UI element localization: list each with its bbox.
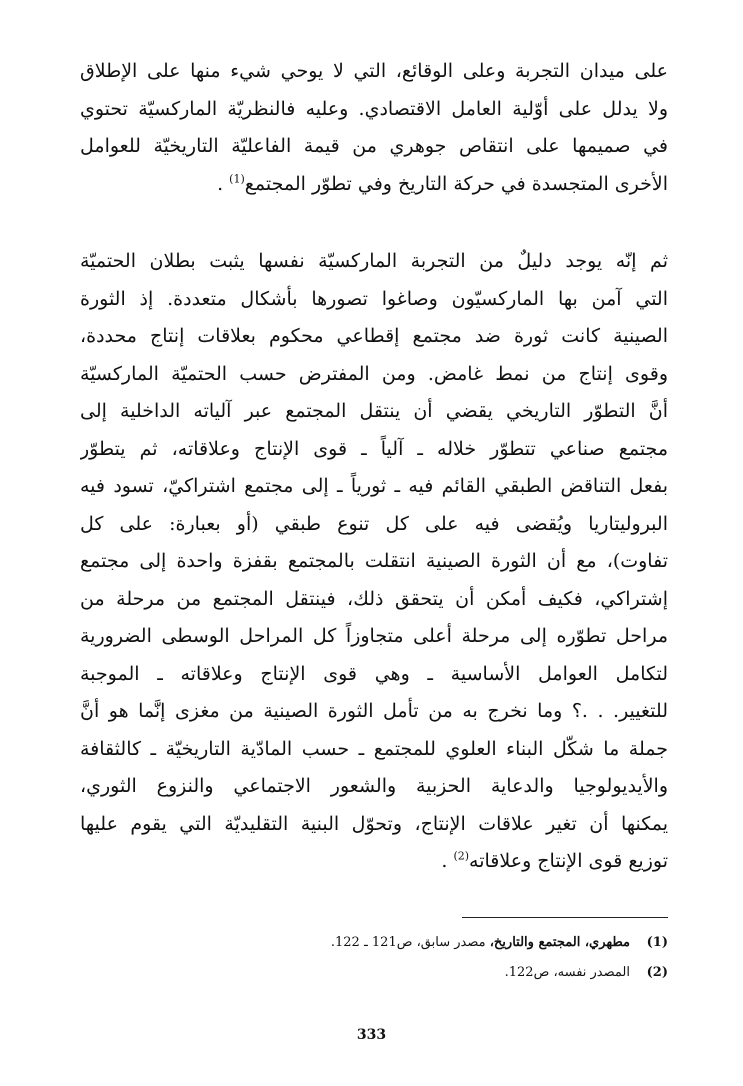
text-line: أنَّ التطوّر التاريخي يقضي أن ينتقل المجتمع عبر آلياته الداخلية إلى <box>80 400 668 422</box>
end-mark: . <box>441 850 448 872</box>
text-line: في صميمها على انتقاص جوهري من قيمة الفاعليّة التاريخيّة للعوامل <box>80 135 668 157</box>
footnote-number: (1) <box>646 935 668 950</box>
footnote-separator <box>462 917 668 918</box>
text-line: مجتمع صناعي تتطوّر خلاله ـ آلياً ـ قوى الإنتاج وعلاقاته، ثم يتطوّر <box>80 437 668 460</box>
footnote-source-detail: مصدر سابق، ص121 ـ 122. <box>330 935 486 950</box>
text-line: مراحل تطوّره إلى مرحلة أعلى متجاوزاً كل المراحل الوسطى الضرورية <box>80 625 668 647</box>
footnote-text <box>505 958 630 988</box>
text-line-last <box>80 843 668 881</box>
body-paragraph-1 <box>80 53 668 203</box>
footnote-number: (2) <box>646 965 668 980</box>
text-line: التي آمن بها الماركسيّون وصاغوا تصورها بأشكال متعددة. إذ الثورة <box>80 287 668 310</box>
text-line: بفعل التناقض الطبقي القائم فيه ـ ثورياً ـ إلى مجتمع اشتراكيّ، تسود فيه <box>80 475 668 497</box>
text-line: ولا يدلل على أوّلية العامل الاقتصادي. وعليه فالنظريّة الماركسيّة تحتوي <box>80 97 668 120</box>
text-line: البروليتاريا ويُقضى فيه على كل تنوع طبقي (أو بعبارة: على كل <box>80 512 668 535</box>
footnote-reference-1: (1) <box>229 172 245 186</box>
footnotes <box>80 928 668 988</box>
line-text: الأخرى المتجسدة في حركة التاريخ وفي تطوّر المجتمع <box>244 172 668 195</box>
text-line: جملة ما شكّل البناء العلوي للمجتمع ـ حسب المادّية التاريخيّة ـ كالثقافة <box>80 737 668 760</box>
footnote-source-title: مطهري، المجتمع والتاريخ، <box>489 935 630 950</box>
footnote-text <box>331 928 630 958</box>
text-line: وقوى إنتاج من نمط غامض. ومن المفترض حسب الحتميّة الماركسيّة <box>80 362 668 385</box>
text-line: ثم إنّه يوجد دليلٌ من التجربة الماركسيّة نفسها يثبت بطلان الحتميّة <box>80 250 668 272</box>
text-line: على ميدان التجربة وعلى الوقائع، التي لا يوحي شيء منها على الإطلاق <box>80 60 668 82</box>
text-line: والأيديولوجيا والدعاية الحزبية والشعور الاجتماعي والنزوع الثوري، <box>80 775 668 797</box>
footnote-reference-2: (2) <box>453 849 470 863</box>
text-line: يمكنها أن تغير علاقات الإنتاج، وتحوّل البنية التقليديّة التي يقوم عليها <box>80 812 668 835</box>
text-line: لتكامل العوامل الأساسية ـ وهي قوى الإنتاج وعلاقاته ـ الموجبة <box>80 662 668 685</box>
text-line: للتغيير. . .؟ وما نخرج به من تأمل الثورة الصينية من مغزى إنَّما هو أنَّ <box>80 700 668 722</box>
text-line-last <box>80 166 668 204</box>
text-line: تفاوت)، مع أن الثورة الصينية انتقلت بالمجتمع بقفزة واحدة إلى مجتمع <box>80 550 668 572</box>
line-text: توزيع قوى الإنتاج وعلاقاته <box>469 850 668 872</box>
footnote-2 <box>80 958 668 988</box>
text-line: إشتراكي، فكيف أمكن أن يتحقق ذلك، فينتقل المجتمع من مرحلة من <box>80 587 668 610</box>
footnote-1 <box>80 928 668 958</box>
end-mark: . <box>217 172 224 195</box>
footnote-source-detail: المصدر نفسه، ص122. <box>504 965 630 980</box>
body-paragraph-2 <box>80 243 668 881</box>
text-line: الصينية كانت ثورة ضد مجتمع إقطاعي محكوم بعلاقات إنتاج محددة، <box>80 325 668 347</box>
page-number: 333 <box>356 1027 387 1043</box>
